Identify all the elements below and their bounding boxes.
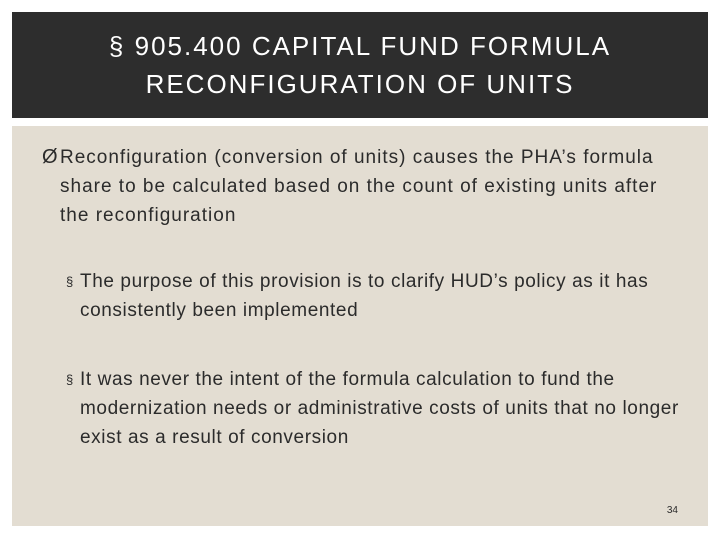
slide-title-line-1: § 905.400 CAPITAL FUND FORMULA <box>108 31 612 61</box>
main-bullet-text: Reconfiguration (conversion of units) causes the PHA’s formula share to be calculated based on the count of existing units after the reconfiguration <box>60 147 658 226</box>
section-bullet-icon: § <box>66 372 74 387</box>
arrow-bullet-icon: Ø <box>42 146 59 168</box>
page-number: 34 <box>666 505 678 516</box>
slide-title-bar <box>12 12 708 118</box>
sub-bullet-purpose <box>64 267 694 325</box>
main-bullet <box>34 143 674 230</box>
sub-bullet-intent <box>64 365 694 452</box>
sub-bullet-text: It was never the intent of the formula calculation to fund the modernization needs or administrative costs of units that no longer exist as a result of conversion <box>80 369 679 448</box>
sub-bullet-text: The purpose of this provision is to clarify HUD’s policy as it has consistently been implemented <box>80 271 649 321</box>
slide-title-line-2: RECONFIGURATION OF UNITS <box>145 69 575 99</box>
section-bullet-icon: § <box>66 274 74 289</box>
